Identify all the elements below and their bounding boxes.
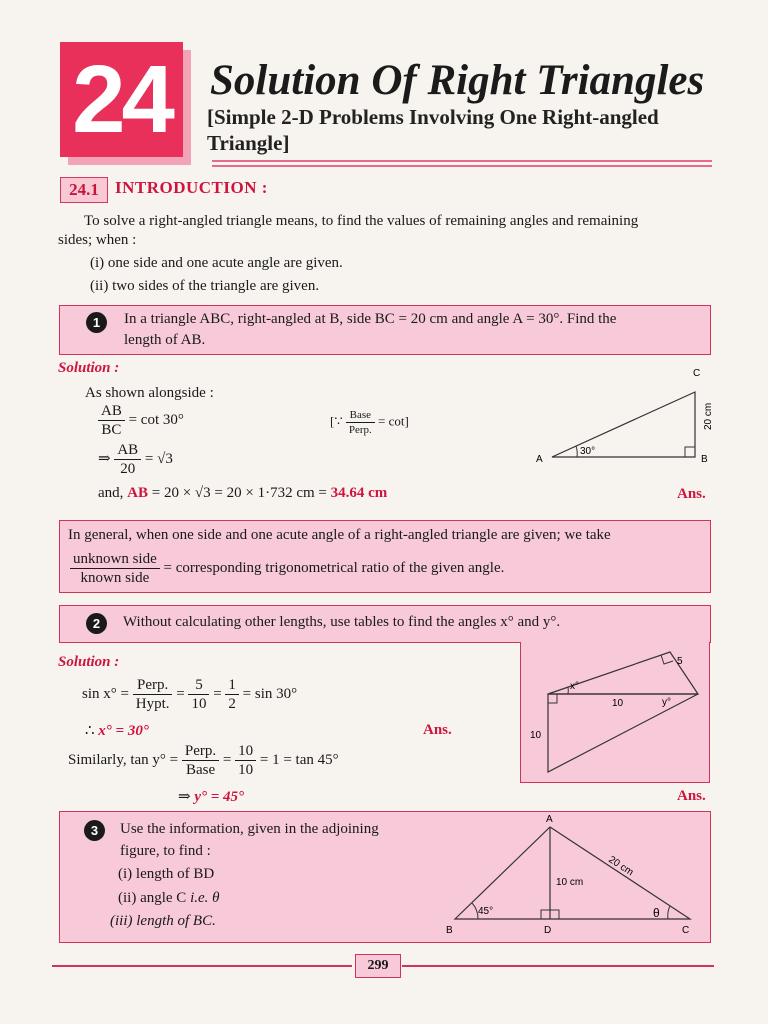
- intro-line1: To solve a right-angled triangle means, to find the values of remaining angles and remaining: [84, 213, 639, 229]
- fig3-label-c: C: [682, 925, 690, 936]
- problem2-ans1: Ans.: [423, 722, 452, 738]
- section-number: 24.1: [60, 177, 108, 203]
- fig2-angle-x: x°: [570, 681, 579, 692]
- and-result: 34.64 cm: [330, 485, 388, 501]
- fraction-10-10: $\frac{10}{10}$: [235, 742, 256, 779]
- general-line2: = corresponding trigonometrical ratio of the given angle.: [163, 559, 505, 576]
- fig1-label-c: C: [693, 368, 701, 379]
- intro-item1: (i) one side and one acute angle are given.: [90, 255, 343, 271]
- implies-symbol: ⇒: [98, 450, 111, 467]
- fig2-label-5: 5: [677, 656, 683, 667]
- problem1-ans: Ans.: [677, 486, 706, 502]
- problem1-solution-label: Solution :: [58, 360, 120, 376]
- fig2-label-10-left: 10: [530, 730, 542, 741]
- fig3-label-20cm: 20 cm: [606, 854, 636, 879]
- fraction-unknown-known: $\frac{\text{unknown side}}{\text{known side}}$: [70, 550, 160, 587]
- problem2-y-result: ⇒ y° = 45°: [178, 789, 245, 805]
- problem2-figure: [520, 642, 710, 782]
- chapter-title: Solution Of Right Triangles: [210, 57, 705, 104]
- problem3-item2: (ii) angle C i.e. θ: [118, 890, 220, 906]
- problem2-solution-label: Solution :: [58, 654, 120, 670]
- intro-item2: (ii) two sides of the triangle are given.: [90, 278, 320, 294]
- problem3-text-line2: figure, to find :: [120, 843, 211, 859]
- problem1-result: [98, 485, 387, 502]
- fig3-label-10cm: 10 cm: [556, 877, 584, 888]
- fraction-base-perp: $\frac{\text{Base}}{\text{Perp.}}$: [346, 408, 375, 437]
- problem1-note: [330, 408, 409, 437]
- and-mid: = 20 × √3 = 20 × 1·732 cm =: [151, 485, 327, 501]
- problem2-x-result: ∴ x° = 30°: [85, 723, 149, 739]
- chapter-number: 24: [72, 46, 171, 153]
- title-rule-top: [212, 160, 712, 162]
- sin-lhs: sin x°: [82, 685, 117, 702]
- fig3-label-b: B: [446, 925, 453, 936]
- fraction-ab-bc: $\frac{AB}{BC}$: [98, 402, 125, 439]
- fig2-angle-y: y°: [662, 697, 671, 708]
- chapter-subtitle-line1: [Simple 2-D Problems Involving One Right-angled: [207, 105, 659, 129]
- problem3-figure: [440, 813, 705, 938]
- problem1-eq2: [98, 441, 173, 478]
- because-symbol: [∵: [330, 413, 343, 429]
- problem1-text-line2: length of AB.: [124, 332, 206, 348]
- problem1-eq1: [98, 402, 184, 439]
- page-number: 299: [355, 954, 401, 978]
- problem1-as-shown: As shown alongside :: [85, 385, 214, 401]
- fig3-label-d: D: [544, 925, 552, 936]
- fig1-label-b: B: [701, 454, 708, 465]
- chapter-subtitle: [207, 104, 727, 156]
- similarly: Similarly, tan y° =: [68, 751, 179, 768]
- fraction-1-2: $\frac{1}{2}$: [225, 676, 239, 713]
- general-formula: [70, 550, 504, 587]
- eq-sin30: = sin 30°: [242, 685, 298, 702]
- fig1-angle: 30°: [580, 446, 596, 457]
- problem2-ans2: Ans.: [677, 788, 706, 804]
- fig2-label-10-top: 10: [612, 698, 624, 709]
- problem2-text: Without calculating other lengths, use tables to find the angles x° and y°.: [123, 614, 561, 630]
- eq-tan45: = 1 = tan 45°: [259, 751, 339, 768]
- intro-line2: sides; when :: [58, 232, 137, 248]
- and-ab: AB: [127, 485, 149, 501]
- general-line1: In general, when one side and one acute angle of a right-angled triangle are given; we take: [68, 527, 611, 543]
- eq-cot30: = cot 30°: [128, 411, 184, 428]
- problem2-eq1: sin x° = $\frac{\text{Perp.}}{\text{Hypt.}}$ = $\frac{5}{10}$ = $\frac{1}{2}$ = sin 30°: [82, 677, 298, 712]
- problem2-eq2: Similarly, tan y° = $\frac{\text{Perp.}}{\text{Base}}$ = $\frac{10}{10}$ = 1 = tan 45°: [68, 743, 339, 778]
- eq-root3: = √3: [144, 450, 173, 467]
- fig1-side: 20 cm: [703, 402, 714, 430]
- chapter-subtitle-line2: Triangle]: [207, 131, 290, 155]
- problem3-number: 3: [84, 820, 105, 841]
- fig3-angle-45: 45°: [478, 906, 494, 917]
- problem2-number: 2: [86, 613, 107, 634]
- title-rule-bottom: [212, 165, 712, 167]
- problem3-text-line1: Use the information, given in the adjoining: [120, 821, 379, 837]
- x-eq: x° = 30°: [98, 723, 149, 739]
- footer-rule-left: [52, 965, 352, 967]
- footer-rule-right: [402, 965, 714, 967]
- eq-cot-close: = cot]: [378, 413, 409, 429]
- and-prefix: and,: [98, 485, 124, 501]
- problem1-text-line1: In a triangle ABC, right-angled at B, side BC = 20 cm and angle A = 30°. Find the: [124, 311, 617, 327]
- fig3-label-a: A: [546, 814, 553, 825]
- fraction-ab-20: $\frac{AB}{20}$: [114, 441, 141, 478]
- section-title: INTRODUCTION :: [115, 178, 268, 197]
- problem3-item3: (iii) length of BC.: [110, 913, 216, 929]
- fraction-5-10: $\frac{5}{10}$: [188, 676, 209, 713]
- problem3-item1: (i) length of BD: [118, 866, 215, 882]
- fraction-perp-base: $\frac{\text{Perp.}}{\text{Base}}$: [182, 742, 219, 779]
- y-eq: y° = 45°: [194, 789, 245, 805]
- fig1-label-a: A: [536, 454, 543, 465]
- problem1-number: 1: [86, 312, 107, 333]
- fraction-perp-hypt: $\frac{\text{Perp.}}{\text{Hypt.}}$: [133, 676, 173, 713]
- problem1-figure: [530, 362, 720, 467]
- fig3-angle-theta: θ: [653, 906, 660, 920]
